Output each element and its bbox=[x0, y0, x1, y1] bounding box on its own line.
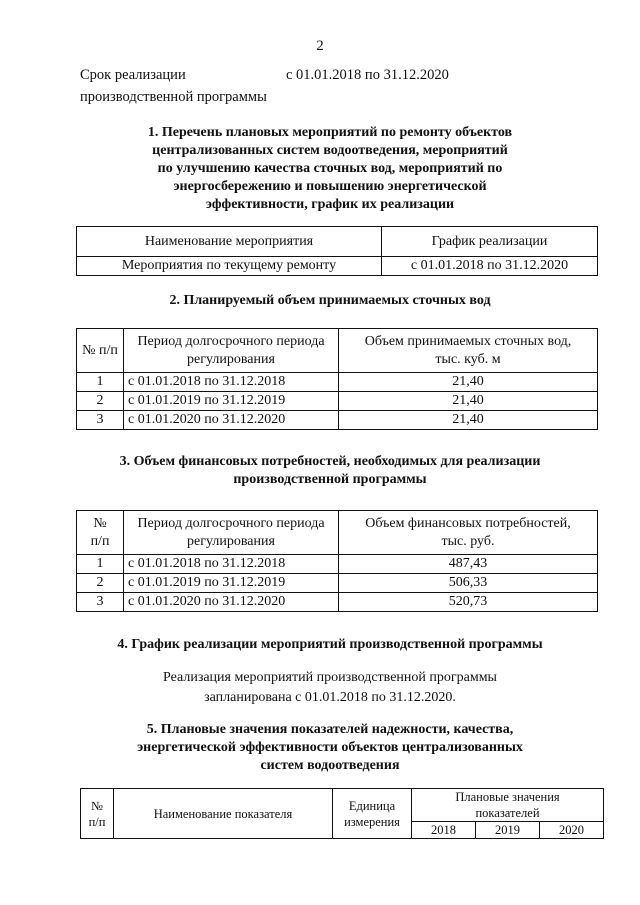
cell-amount: 506,33 bbox=[339, 574, 598, 593]
header-unit bbox=[333, 789, 412, 839]
header-volume-line1: Объем принимаемых сточных вод, bbox=[364, 333, 572, 349]
cell-amount: 520,73 bbox=[339, 593, 598, 612]
section1-title-line: энергосбережению и повышению энергетической bbox=[173, 179, 487, 194]
cell-num: 2 bbox=[77, 574, 124, 593]
term-label bbox=[80, 64, 280, 108]
section1-title-line: эффективности, график их реализации bbox=[205, 197, 455, 212]
header-num bbox=[81, 789, 114, 839]
section2-title: 2. Планируемый объем принимаемых сточных вод bbox=[169, 293, 491, 308]
table-row bbox=[77, 257, 598, 276]
cell-schedule: с 01.01.2018 по 31.12.2020 bbox=[382, 257, 598, 276]
header-activity: Наименование мероприятия bbox=[77, 227, 382, 257]
cell-period: с 01.01.2018 по 31.12.2018 bbox=[124, 555, 339, 574]
cell-activity: Мероприятия по текущему ремонту bbox=[77, 257, 382, 276]
section2-table bbox=[76, 328, 598, 430]
section1-table bbox=[76, 226, 598, 276]
cell-period: с 01.01.2020 по 31.12.2020 bbox=[124, 593, 339, 612]
header-period-line2: регулирования bbox=[187, 351, 275, 367]
section1-title-line: централизованных систем водоотведения, мероприятий bbox=[152, 143, 508, 158]
table-row bbox=[77, 574, 598, 593]
table-row bbox=[77, 555, 598, 574]
header-planned-line1: Плановые значения bbox=[455, 790, 560, 804]
header-schedule: График реализации bbox=[382, 227, 598, 257]
header-num-line2: п/п bbox=[90, 533, 110, 549]
term-value: с 01.01.2018 по 31.12.2020 bbox=[286, 67, 449, 83]
table-header-row bbox=[77, 329, 598, 373]
cell-num: 1 bbox=[77, 373, 124, 392]
cell-volume: 21,40 bbox=[339, 411, 598, 430]
page-number: 2 bbox=[316, 38, 324, 54]
header-num-line2: п/п bbox=[88, 814, 106, 829]
header-num-line1: № bbox=[93, 515, 107, 531]
cell-volume: 21,40 bbox=[339, 373, 598, 392]
header-period-line1: Период долгосрочного периода bbox=[137, 515, 325, 531]
header-num bbox=[77, 511, 124, 555]
cell-period: с 01.01.2019 по 31.12.2019 bbox=[124, 574, 339, 593]
section3-table bbox=[76, 510, 598, 612]
table-row bbox=[77, 411, 598, 430]
cell-num: 3 bbox=[77, 593, 124, 612]
cell-num: 2 bbox=[77, 392, 124, 411]
header-indicator-name: Наименование показателя bbox=[114, 789, 333, 839]
header-year: 2019 bbox=[475, 822, 539, 839]
table-header-row bbox=[77, 227, 598, 257]
table-header-row bbox=[81, 789, 604, 822]
header-financial bbox=[339, 511, 598, 555]
section1-title-line: 1. Перечень плановых мероприятий по ремонту объектов bbox=[147, 125, 513, 140]
section4-text bbox=[90, 668, 570, 708]
section3-title bbox=[90, 453, 570, 489]
header-period-line2: регулирования bbox=[187, 533, 275, 549]
cell-period: с 01.01.2020 по 31.12.2020 bbox=[124, 411, 339, 430]
header-period-line1: Период долгосрочного периода bbox=[137, 333, 325, 349]
section4-text-line2: запланирована с 01.01.2018 по 31.12.2020. bbox=[204, 690, 456, 705]
section5-title-line: 5. Плановые значения показателей надежности, качества, bbox=[146, 722, 514, 737]
section5-title-line: энергетической эффективности объектов централизованных bbox=[137, 740, 523, 755]
header-year: 2018 bbox=[412, 822, 476, 839]
section1-title-line: по улучшению качества сточных вод, мероприятий по bbox=[157, 161, 503, 176]
cell-period: с 01.01.2018 по 31.12.2018 bbox=[124, 373, 339, 392]
header-financial-line1: Объем финансовых потребностей, bbox=[365, 515, 571, 531]
cell-num: 3 bbox=[77, 411, 124, 430]
header-period bbox=[124, 329, 339, 373]
cell-volume: 21,40 bbox=[339, 392, 598, 411]
header-planned-line2: показателей bbox=[475, 806, 540, 820]
section5-table bbox=[80, 788, 604, 839]
header-year: 2020 bbox=[539, 822, 603, 839]
header-period bbox=[124, 511, 339, 555]
section3-title-line: производственной программы bbox=[233, 472, 427, 487]
table-row bbox=[77, 373, 598, 392]
header-num: № п/п bbox=[77, 329, 124, 373]
header-unit-line2: измерения bbox=[344, 814, 400, 829]
table-row bbox=[77, 593, 598, 612]
section5-title bbox=[90, 721, 570, 775]
cell-amount: 487,43 bbox=[339, 555, 598, 574]
table-header-row bbox=[77, 511, 598, 555]
section5-title-line: систем водоотведения bbox=[260, 758, 400, 773]
table-row bbox=[77, 392, 598, 411]
header-financial-line2: тыс. руб. bbox=[441, 533, 495, 549]
term-label-line2: производственной программы bbox=[80, 89, 267, 105]
section4-text-line1: Реализация мероприятий производственной программы bbox=[163, 670, 497, 685]
section3-title-line: 3. Объем финансовых потребностей, необходимых для реализации bbox=[119, 454, 541, 469]
header-volume bbox=[339, 329, 598, 373]
header-volume-line2: тыс. куб. м bbox=[435, 351, 501, 367]
header-unit-line1: Единица bbox=[348, 798, 396, 813]
term-label-line1: Срок реализации bbox=[80, 67, 186, 83]
section4-title: 4. График реализации мероприятий производственной программы bbox=[117, 637, 543, 652]
cell-num: 1 bbox=[77, 555, 124, 574]
header-num-line1: № bbox=[91, 798, 103, 813]
header-planned-values bbox=[412, 789, 604, 822]
cell-period: с 01.01.2019 по 31.12.2019 bbox=[124, 392, 339, 411]
section1-title bbox=[90, 124, 570, 214]
